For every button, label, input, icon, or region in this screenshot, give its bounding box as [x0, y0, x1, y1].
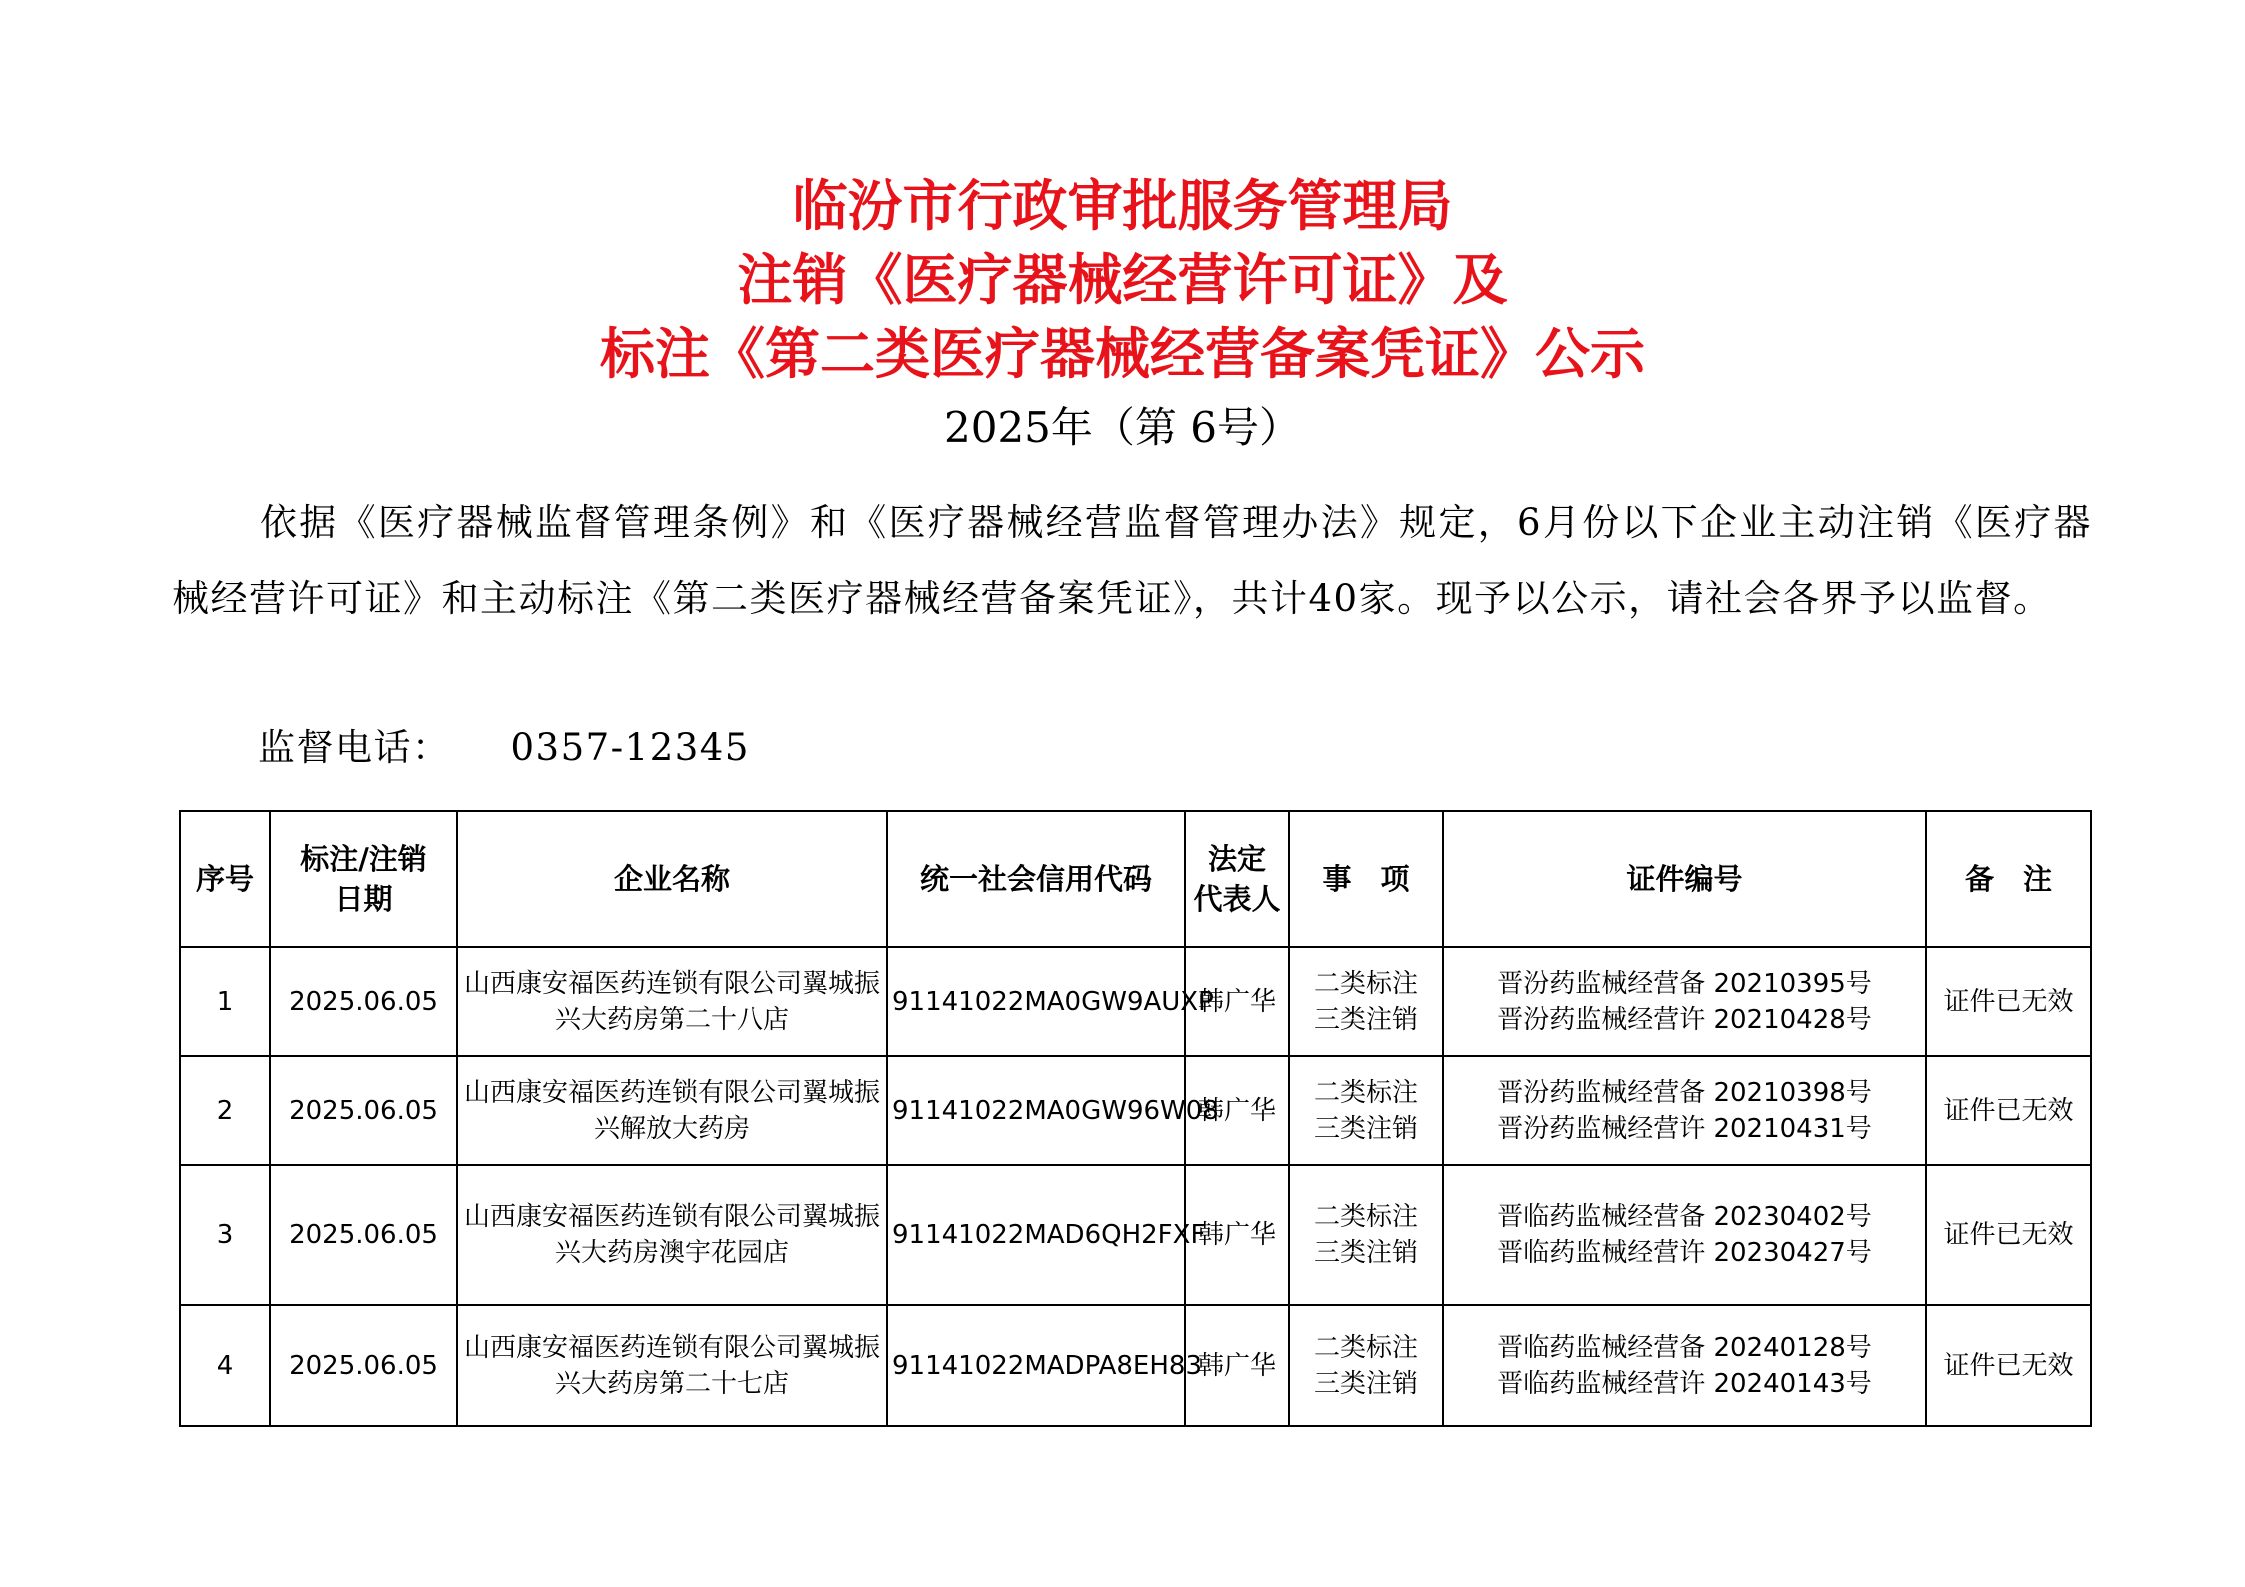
cell-company-name: 山西康安福医药连锁有限公司翼城振兴大药房澳宇花园店: [457, 1165, 887, 1305]
cell-note: 证件已无效: [1926, 1056, 2091, 1165]
table-row: [180, 1056, 2091, 1165]
header-company-name: 企业名称: [457, 811, 887, 947]
item-line2: 三类注销: [1313, 1004, 1418, 1035]
item-line1: 二类标注: [1313, 968, 1418, 999]
cert-line2: 晋临药监械经营许 20240143号: [1497, 1368, 1872, 1399]
header-seq: 序号: [180, 811, 270, 947]
cell-note: 证件已无效: [1926, 1305, 2091, 1426]
cert-line2: 晋汾药监械经营许 20210428号: [1497, 1004, 1872, 1035]
cell-seq: 3: [180, 1165, 270, 1305]
cell-cert-number: [1443, 1165, 1926, 1305]
cert-line1: 晋临药监械经营备 20230402号: [1497, 1202, 1872, 1232]
table-row: [180, 1305, 2091, 1426]
phone-number: 0357-12345: [510, 726, 750, 769]
cell-credit-code: 91141022MADPA8EH83: [887, 1305, 1185, 1426]
announcement-paragraph: 依据《医疗器械监督管理条例》和《医疗器械经营监督管理办法》规定，6月份以下企业主动注销《医疗器械经营许可证》和主动标注《第二类医疗器械经营备案凭证》，共计40家。现予以公示，请社会各界予以监督。: [172, 501, 2092, 620]
cell-company-name: 山西康安福医药连锁有限公司翼城振兴解放大药房: [457, 1056, 887, 1165]
cell-seq: 2: [180, 1056, 270, 1165]
cell-credit-code: 91141022MA0GW96W08: [887, 1056, 1185, 1165]
cell-seq: 4: [180, 1305, 270, 1426]
cert-line2: 晋汾药监械经营许 20210431号: [1497, 1113, 1872, 1144]
cell-date: 2025.06.05: [270, 1305, 457, 1426]
header-legal-rep: [1185, 811, 1289, 947]
cell-cert-number: [1443, 947, 1926, 1056]
cell-company-name: 山西康安福医药连锁有限公司翼城振兴大药房第二十八店: [457, 947, 887, 1056]
cell-item: [1289, 1305, 1443, 1426]
cell-seq: 1: [180, 947, 270, 1056]
item-line1: 二类标注: [1313, 1077, 1418, 1108]
phone-label: 监督电话：: [258, 726, 451, 769]
header-date-line1: 标注/注销: [300, 842, 427, 876]
header-credit-code: 统一社会信用代码: [887, 811, 1185, 947]
cell-legal-rep: 韩广华: [1185, 947, 1289, 1056]
cert-line1: 晋汾药监械经营备 20210395号: [1497, 968, 1872, 999]
cert-line2: 晋临药监械经营许 20230427号: [1497, 1238, 1872, 1268]
item-line2: 三类注销: [1313, 1238, 1418, 1268]
header-rep-line1: 法定: [1207, 842, 1266, 876]
cell-legal-rep: 韩广华: [1185, 1165, 1289, 1305]
cell-date: 2025.06.05: [270, 1056, 457, 1165]
header-date-line2: 日期: [334, 882, 393, 916]
item-line1: 二类标注: [1313, 1332, 1418, 1363]
item-line1: 二类标注: [1313, 1202, 1418, 1232]
cell-date: 2025.06.05: [270, 1165, 457, 1305]
title-line-1: 临汾市行政审批服务管理局: [792, 174, 1453, 238]
cell-credit-code: 91141022MAD6QH2FXF: [887, 1165, 1185, 1305]
cell-legal-rep: 韩广华: [1185, 1056, 1289, 1165]
cell-credit-code: 91141022MA0GW9AUXP: [887, 947, 1185, 1056]
header-item: 事 项: [1289, 811, 1443, 947]
issue-number: 2025年（第 6号）: [944, 403, 1301, 452]
cert-line1: 晋临药监械经营备 20240128号: [1497, 1332, 1872, 1363]
header-cert-number: 证件编号: [1443, 811, 1926, 947]
cell-company-name: 山西康安福医药连锁有限公司翼城振兴大药房第二十七店: [457, 1305, 887, 1426]
cell-item: [1289, 947, 1443, 1056]
cert-line1: 晋汾药监械经营备 20210398号: [1497, 1077, 1872, 1108]
cell-legal-rep: 韩广华: [1185, 1305, 1289, 1426]
item-line2: 三类注销: [1313, 1368, 1418, 1399]
cell-note: 证件已无效: [1926, 947, 2091, 1056]
cell-date: 2025.06.05: [270, 947, 457, 1056]
title-line-3: 标注《第二类医疗器械经营备案凭证》公示: [599, 322, 1645, 386]
supervision-phone: [258, 710, 750, 786]
title-line-2: 注销《医疗器械经营许可证》及: [737, 248, 1508, 312]
table-row: [180, 1165, 2091, 1305]
item-line2: 三类注销: [1313, 1113, 1418, 1144]
header-note: 备 注: [1926, 811, 2091, 947]
table-row: [180, 947, 2091, 1056]
license-table: [179, 810, 2092, 1427]
cell-note: 证件已无效: [1926, 1165, 2091, 1305]
cell-item: [1289, 1165, 1443, 1305]
cell-cert-number: [1443, 1305, 1926, 1426]
header-date: [270, 811, 457, 947]
cell-cert-number: [1443, 1056, 1926, 1165]
table-header-row: [180, 811, 2091, 947]
header-rep-line2: 代表人: [1193, 882, 1281, 916]
cell-item: [1289, 1056, 1443, 1165]
